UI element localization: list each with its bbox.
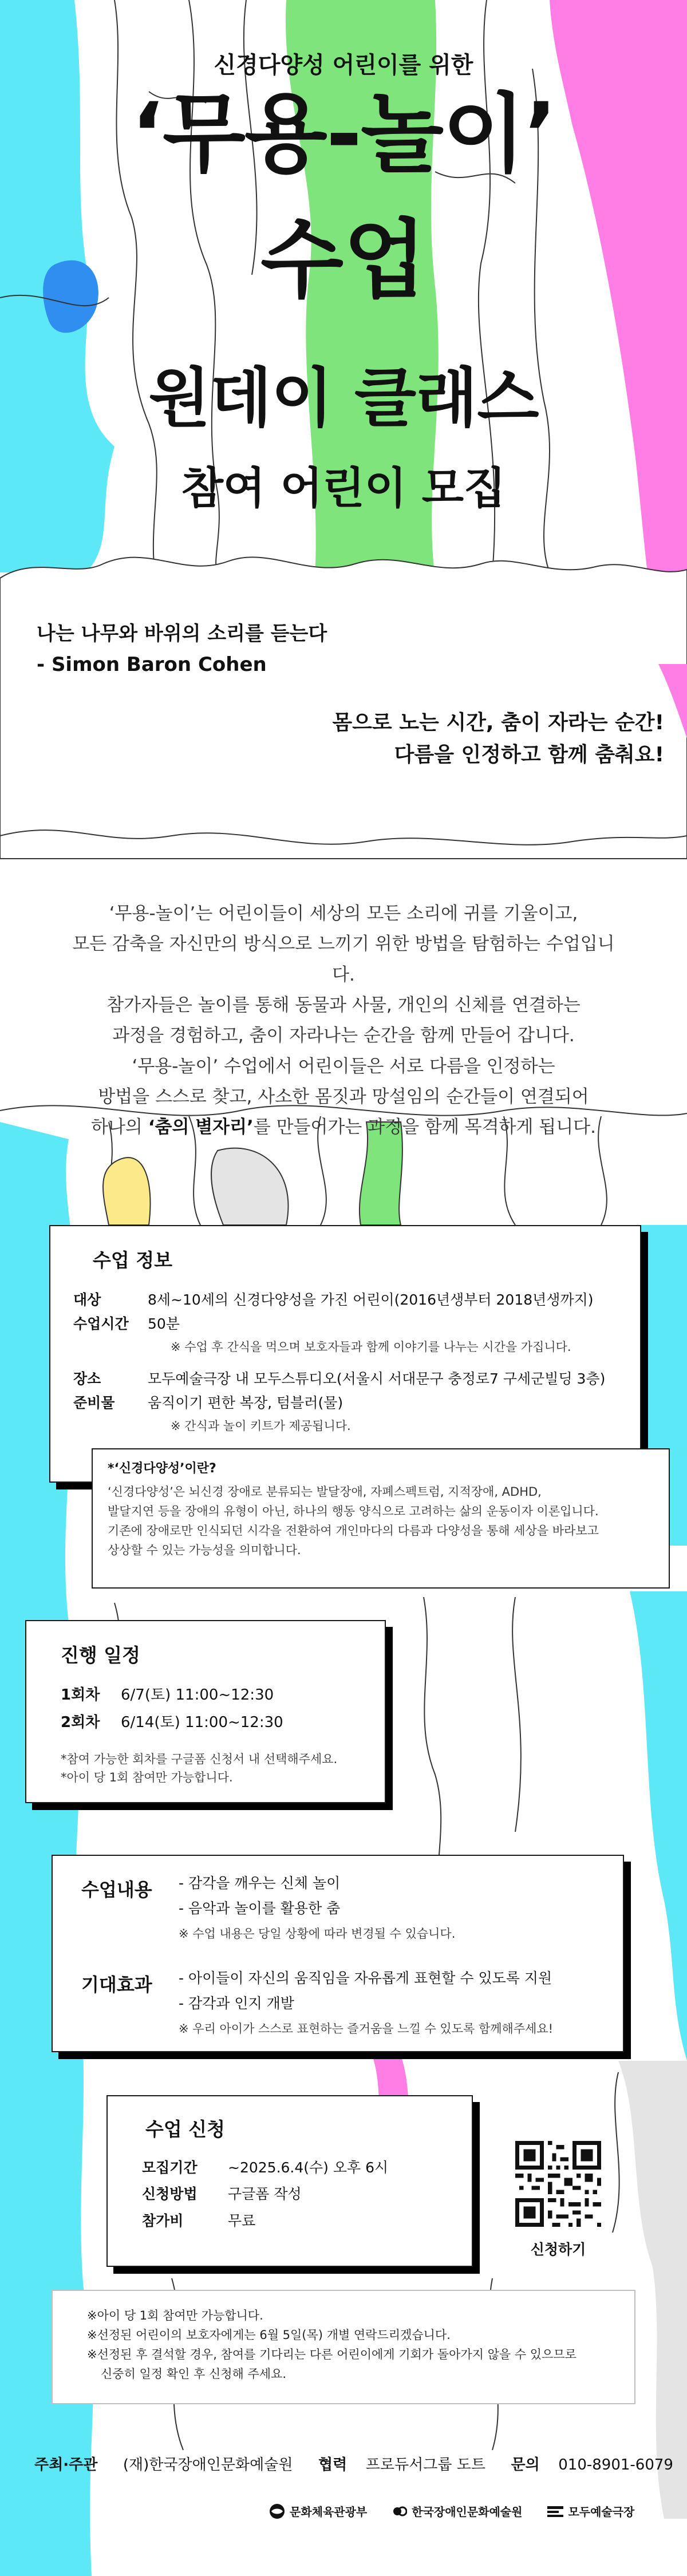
info-note: ※ 수업 후 간식을 먹으며 보호자들과 함께 이야기를 나누는 시간을 가집니다.: [171, 1340, 571, 1354]
intro-highlight: ‘춤의 별자리’: [148, 1117, 254, 1138]
quote-text: 나는 나무와 바위의 소리를 듣는다: [37, 622, 327, 645]
info-row-time: [73, 1314, 617, 1334]
info-row-place: [73, 1369, 617, 1389]
effect-label: 기대효과: [81, 1974, 152, 1996]
apply-title: 수업 신청: [145, 2118, 226, 2140]
ministry-logo-icon: [269, 2503, 285, 2519]
schedule-note: *아이 당 1회 참여만 가능합니다.: [61, 1770, 233, 1784]
content-section: [81, 1873, 594, 1943]
intro-line: 방법을 스스로 찾고, 사소한 몸짓과 망설임의 순간들이 연결되어: [98, 1086, 589, 1107]
yellow-blob: [103, 1157, 151, 1225]
intro-line: 모든 감축을 자신만의 방식으로 느끼기 위한 방법을 탐험하는 수업입니다.: [72, 934, 615, 985]
intro-text-part: 를 만들어가는 과정을 함께 목격하게 됩니다.: [253, 1117, 596, 1138]
intro-line: 과정을 경험하고, 춤이 자라나는 순간을 함께 만들어 갑니다.: [112, 1025, 575, 1046]
definition-box: [92, 1448, 670, 1589]
footer-contact-value: 010-8901-6079: [558, 2456, 673, 2474]
info-note: ※ 간식과 놀이 키트가 제공됩니다.: [171, 1419, 351, 1433]
tagline-line-2: 다름을 인정하고 함께 춤춰요!: [394, 742, 664, 767]
event-subtitle: 신경다양성 어린이를 위한: [214, 52, 473, 78]
notes-line: 신중히 일정 확인 후 신청해 주세요.: [101, 2367, 287, 2381]
intro-line: 참가자들은 놀이를 통해 동물과 사물, 개인의 신체를 연결하는: [106, 994, 581, 1016]
content-item: - 감각을 깨우는 신체 놀이: [179, 1875, 341, 1891]
info-row-target: [73, 1290, 617, 1310]
apply-value: ~2025.6.4(수) 오후 6시: [228, 2159, 389, 2176]
schedule-value: 6/7(토) 11:00~12:30: [121, 1686, 274, 1704]
schedule-note: *참여 가능한 회차를 구글폼 신청서 내 선택해주세요.: [61, 1752, 338, 1767]
definition-line: 상상할 수 있는 가능성을 의미합니다.: [108, 1543, 301, 1558]
gray-blob-mid: [211, 1148, 288, 1225]
intro-line: [69, 1112, 618, 1143]
tagline-block: [332, 707, 664, 771]
notes-line: ※선정된 어린이의 보호자에게는 6월 5일(목) 개별 연락드리겠습니다.: [87, 2328, 451, 2342]
info-label: 대상: [73, 1291, 101, 1308]
quote-author: - Simon Baron Cohen: [37, 653, 267, 677]
notes-line: ※아이 당 1회 참여만 가능합니다.: [87, 2309, 263, 2322]
apply-row-fee: [142, 2211, 437, 2231]
class-title: 원데이 클래스: [148, 361, 539, 436]
intro-text-part: 하나의: [91, 1117, 148, 1138]
info-value: 8세~10세의 신경다양성을 가진 어린이(2016년생부터 2018년생까지): [148, 1291, 594, 1308]
apply-label: 참가비: [142, 2212, 184, 2229]
definition-title: *‘신경다양성’이란?: [108, 1461, 216, 1476]
apply-row-method: [142, 2184, 437, 2204]
theater-logo-icon: [547, 2505, 563, 2518]
schedule-card: [25, 1620, 386, 1803]
footer-partner-label: 협력: [318, 2456, 348, 2474]
intro-line: ‘무용-놀이’ 수업에서 어린이들은 서로 다름을 인정하는: [132, 1056, 555, 1077]
logo-ministry: [269, 2503, 367, 2519]
schedule-row-2: [61, 1712, 350, 1734]
intro-line: ‘무용-놀이’는 어린이들이 세상의 모든 소리에 귀를 기울이고,: [109, 903, 578, 924]
footer-host-label: 주최·주관: [34, 2456, 98, 2474]
apply-link-label[interactable]: 신청하기: [530, 2241, 586, 2258]
schedule-label: 2회차: [61, 1713, 100, 1731]
arts-council-logo-icon: [392, 2504, 407, 2519]
effect-item: - 아이들이 자신의 움직임을 자유롭게 표현할 수 있도록 지원: [179, 1970, 552, 1986]
info-value: 50분: [148, 1315, 180, 1333]
effect-item: - 감각과 인지 개발: [179, 1995, 294, 2012]
apply-value: 무료: [228, 2212, 256, 2229]
effect-list: [179, 1968, 553, 2038]
sponsor-logos: [269, 2503, 634, 2519]
definition-line: ‘신경다양성’은 뇌신경 장애로 분류되는 발달장애, 자폐스펙트럼, 지적장애, ADHD,: [108, 1485, 542, 1499]
logo-arts-council-text: 한국장애인문화예술원: [412, 2505, 523, 2519]
qr-code-icon[interactable]: [515, 2141, 601, 2227]
logo-theater-text: 모두예술극장: [568, 2505, 635, 2519]
footer-credits: [34, 2453, 673, 2474]
info-row-prep: [73, 1393, 617, 1413]
tagline-line-1: 몸으로 노는 시간, 춤이 자라는 순간!: [332, 711, 664, 734]
content-note: ※ 수업 내용은 당일 상황에 따라 변경될 수 있습니다.: [179, 1926, 456, 1941]
class-info-card: [49, 1225, 641, 1483]
logo-ministry-text: 문화체육관광부: [290, 2505, 368, 2519]
page-title: ‘무용-놀이’: [131, 85, 556, 184]
notes-line: ※선정된 후 결석할 경우, 참여를 기다리는 다른 어린이에게 기회가 돌아가지 않을 수 있으므로: [87, 2348, 577, 2362]
content-label: 수업내용: [81, 1879, 152, 1901]
apply-label: 신청방법: [142, 2186, 198, 2203]
schedule-title: 진행 일정: [61, 1644, 141, 1666]
info-value: 움직이기 편한 복장, 텀블러(물): [148, 1394, 344, 1412]
apply-value: 구글폼 작성: [228, 2186, 302, 2203]
schedule-value: 6/14(토) 11:00~12:30: [121, 1713, 283, 1731]
intro-text: [69, 899, 618, 1143]
effect-section: [81, 1968, 594, 2038]
recruit-title: 참여 어린이 모집: [181, 463, 506, 513]
notes-box: [52, 2290, 635, 2404]
apply-label: 모집기간: [142, 2159, 198, 2176]
footer-partner-value: 프로듀서그룹 도트: [365, 2456, 485, 2474]
apply-row-period: [142, 2158, 437, 2178]
logo-arts-council: [392, 2503, 522, 2519]
logo-theater: [547, 2503, 634, 2519]
quote-block: [37, 618, 327, 681]
info-label: 수업시간: [73, 1315, 129, 1333]
class-info-title: 수업 정보: [93, 1249, 173, 1271]
schedule-label: 1회차: [61, 1686, 100, 1704]
cyan-band-lower-right: [630, 1591, 687, 2061]
effect-note: ※ 우리 아이가 스스로 표현하는 즐거움을 느낄 수 있도록 함께해주세요!: [179, 2021, 554, 2036]
info-label: 장소: [73, 1370, 101, 1387]
info-value: 모두예술극장 내 모두스튜디오(서울시 서대문구 충정로7 구세군빌딩 3층): [148, 1370, 606, 1387]
definition-line: 기존에 장애로만 인식되던 시각을 전환하여 개인마다의 다름과 다양성을 통해 세상을 바라보고: [108, 1524, 599, 1538]
content-card: [52, 1855, 624, 2052]
footer-host-value: (재)한국장애인문화예술원: [123, 2456, 293, 2474]
definition-line: 발달지연 등을 장애의 유형이 아닌, 하나의 행동 양식으로 고려하는 삶의 운동이자 이론입니다.: [108, 1504, 599, 1519]
schedule-row-1: [61, 1685, 350, 1706]
page-title-sub: 수업: [260, 211, 427, 310]
info-label: 준비물: [73, 1394, 115, 1412]
apply-card: [106, 2095, 473, 2267]
content-item: - 음악과 놀이를 활용한 춤: [179, 1900, 341, 1917]
content-list: [179, 1873, 455, 1943]
footer-contact-label: 문의: [511, 2456, 540, 2474]
